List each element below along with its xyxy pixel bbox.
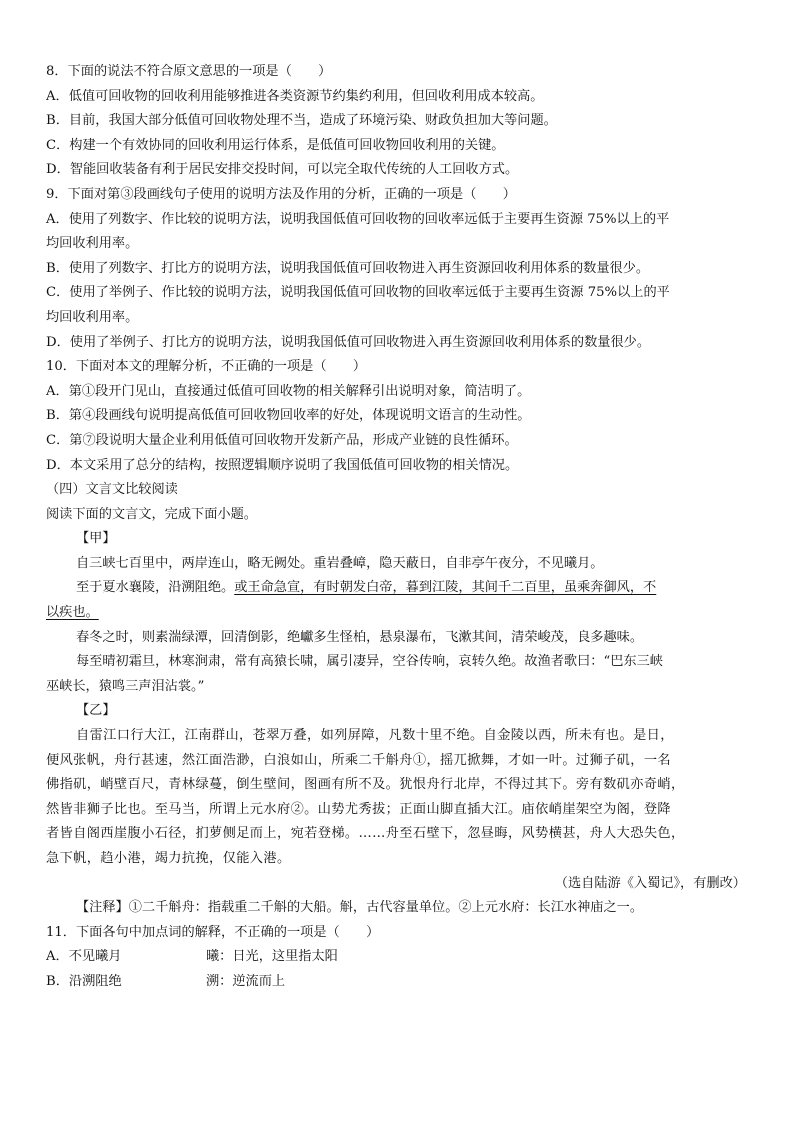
question-8-option-c: C．构建一个有效协同的回收利用运行体系，是低值可回收物回收利用的关键。 <box>46 137 505 153</box>
question-9-option-c-cont: 均回收利用率。 <box>46 309 139 325</box>
question-11-option-b <box>46 970 746 995</box>
question-10-option-d: D．本文采用了总分的结构，按照逻辑顺序说明了我国低值可回收物的相关情况。 <box>46 457 519 473</box>
passage-jia-p2-cont <box>46 601 746 626</box>
passage-jia-underlined-end: 以疾也。 <box>46 605 99 621</box>
passage-yi-line-2: 便风张帆，舟行甚速，然江面浩渺，白浪如山，所乘二千斛舟①，摇兀掀舞，才如一叶。过狮子矶，一名 <box>46 752 672 768</box>
question-10-option-a: A．第①段开门见山，直接通过低值可回收物的相关解释引出说明对象，简洁明了。 <box>46 383 531 399</box>
question-9-option-a-cont: 均回收利用率。 <box>46 236 139 252</box>
question-9-option-c: C．使用了举例子、作比较的说明方法，说明我国低值可回收物的回收率远低于主要再生资源 75%以上的平 <box>46 285 670 301</box>
passage-jia-p2-start: 至于夏水襄陵，沿溯阻绝。 <box>76 580 235 596</box>
passage-yi-line-1: 自雷江口行大江，江南群山，苍翠万叠，如列屏障，凡数十里不绝。自金陵以西，所未有也。是日， <box>76 728 674 744</box>
passage-yi-line-3: 佛指矶，峭壁百尺，青林绿蔓，倒生壁间，图画有所不及。犹恨舟行北岸，不得过其下。旁有数矶亦奇峭， <box>46 777 685 793</box>
question-9-option-d: D．使用了举例子、打比方的说明方法，说明我国低值可回收物进入再生资源回收利用体系的数量很少。 <box>46 334 651 350</box>
question-11-option-a-gloss: 曦：日光，这里指太阳 <box>206 949 338 965</box>
passage-jia-underlined-sentence: 或王命急宣，有时朝发白帝，暮到江陵，其间千二百里，虽乘奔御风，不 <box>234 580 657 596</box>
question-11-option-a-phrase: A．不见曦月 <box>46 949 122 965</box>
question-11-option-a <box>46 945 746 970</box>
exam-page <box>46 60 746 995</box>
passage-yi-line-4: 然皆非狮子比也。至马当，所谓上元水府②。山势尤秀拔；正面山脚直插大江。庙依峭崖架空为阁，登降 <box>46 801 672 817</box>
question-11-option-b-gloss: 溯：逆流而上 <box>206 973 286 989</box>
passage-yi-line-6: 急下帆，趋小港，竭力抗挽，仅能入港。 <box>46 851 291 866</box>
question-8-option-a: A．低值可回收物的回收利用能够推进各类资源节约集约利用，但回收利用成本较高。 <box>46 88 544 104</box>
question-10-stem: 10．下面对本文的理解分析，不正确的一项是（ ） <box>46 359 367 375</box>
question-9-stem: 9．下面对第③段画线句子使用的说明方法及作用的分析，正确的一项是（ ） <box>46 186 516 202</box>
passage-yi-label: 【乙】 <box>76 703 116 719</box>
passage-jia-label: 【甲】 <box>76 531 116 547</box>
annotation-note: 【注释】①二千斛舟：指载重二千斛的大船。斛，古代容量单位。②上元水府：长江水神庙之一。 <box>76 900 644 916</box>
question-9-option-a: A．使用了列数字、作比较的说明方法，说明我国低值可回收物的回收率远低于主要再生资源 75%以上的平 <box>46 211 670 227</box>
passage-yi-line-5: 者皆自阁西崖腹小石径，扪萝侧足而上，宛若登梯。……舟至石壁下，忽昼晦，风势横甚，舟人大恐失色， <box>46 826 685 842</box>
question-8-option-d: D．智能回收装备有利于居民安排交投时间，可以完全取代传统的人工回收方式。 <box>46 162 519 178</box>
question-10-option-b: B．第④段画线句说明提高低值可回收物回收率的好处，体现说明文语言的生动性。 <box>46 408 531 424</box>
section-instruction: 阅读下面的文言文，完成下面小题。 <box>46 506 257 522</box>
question-8-stem: 8．下面的说法不符合原文意思的一项是（ ） <box>46 64 332 79</box>
question-10-option-c: C．第⑦段说明大量企业利用低值可回收物开发新产品，形成产业链的良性循环。 <box>46 432 518 448</box>
passage-jia-p4: 每至晴初霜旦，林寒涧肃，常有高猿长啸，属引凄异，空谷传响，哀转久绝。故渔者歌曰：“巴东三峡 <box>76 654 663 670</box>
passage-jia-p2 <box>46 576 746 601</box>
question-9-option-b: B．使用了列数字、打比方的说明方法，说明我国低值可回收物进入再生资源回收利用体系的数量很少。 <box>46 260 650 276</box>
passage-jia-p4-cont: 巫峡长，猿鸣三声泪沾裳。” <box>46 678 205 694</box>
question-11-option-b-phrase: B．沿溯阻绝 <box>46 973 122 989</box>
question-11-stem: 11．下面各句中加点词的解释，不正确的一项是（ ） <box>46 924 380 940</box>
passage-jia-p3: 春冬之时，则素湍绿潭，回清倒影，绝巘多生怪柏，悬泉瀑布，飞漱其间，清荣峻茂，良多趣味。 <box>76 629 644 645</box>
section-title: （四）文言文比较阅读 <box>46 482 178 498</box>
question-8-option-b: B．目前，我国大部分低值可回收物处理不当，造成了环境污染、财政负担加大等问题。 <box>46 113 557 129</box>
passage-yi-source: （选自陆游《入蜀记》，有删改） <box>554 875 746 891</box>
passage-jia-p1: 自三峡七百里中，两岸连山，略无阙处。重岩叠嶂，隐天蔽日，自非亭午夜分，不见曦月。 <box>76 555 604 571</box>
